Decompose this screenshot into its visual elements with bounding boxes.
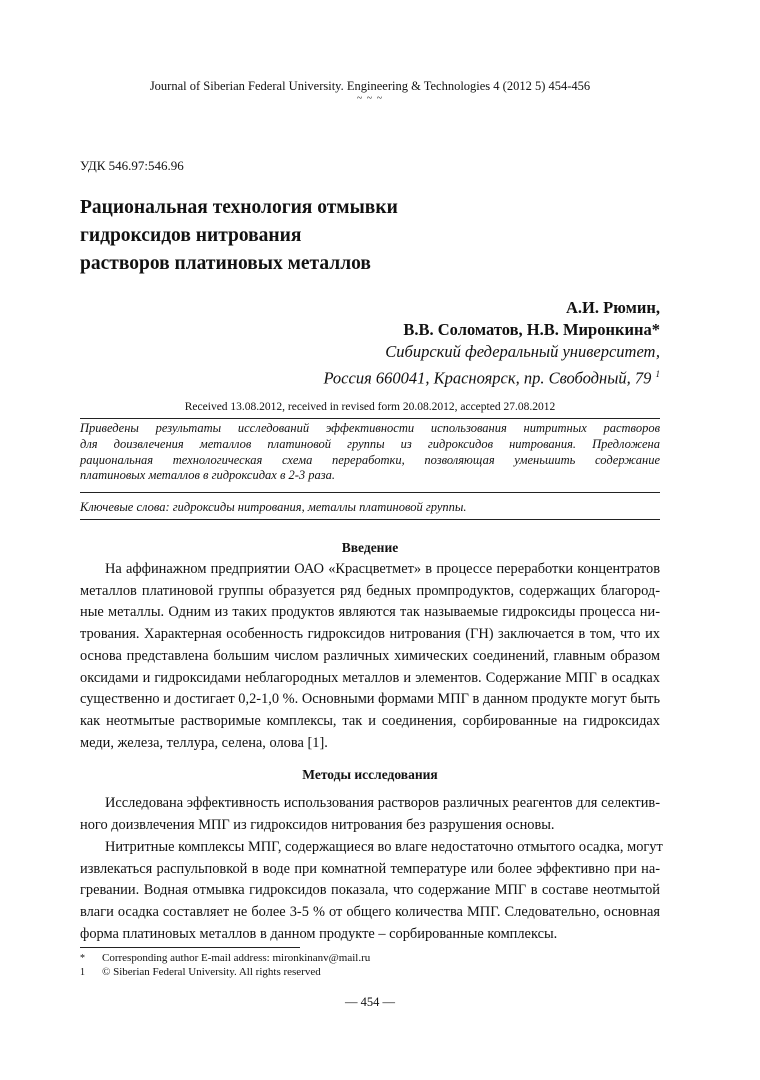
page-number: ― 454 ― <box>345 995 395 1009</box>
abstract-line: платиновых металлов в гидроксидах в 2-3 раза. <box>80 468 336 483</box>
methods-paragraph <box>80 837 663 946</box>
affiliation-address: Россия 660041, Красноярск, пр. Свободный, 79 <box>323 368 652 388</box>
title-line: гидроксидов нитрования <box>80 225 302 246</box>
text-line: извлекаться распульповкой в воде при комнатной температуре или более эффективно при на- <box>80 860 660 877</box>
abstract-line: рациональная технологическая схема переработки, позволяющая уменьшить содержание <box>80 452 660 467</box>
received-dates: Received 13.08.2012, received in revised form 20.08.2012, accepted 27.08.2012 <box>184 401 556 413</box>
introduction-paragraph <box>80 559 660 754</box>
text-line: существенно и достигает 0,2-1,0 %. Основными формами МПГ в данном продукте могут быть <box>80 691 661 708</box>
keywords-bottom-rule <box>80 519 660 520</box>
text-line: форма платиновых металлов в данном продукте – сорбированные комплексы. <box>80 925 558 942</box>
affiliation-line: Сибирский федеральный университет, <box>385 342 660 361</box>
text-line: влаги осадка составляет не более 3-5 % от общего количества МПГ. Следовательно, основная <box>80 904 660 921</box>
text-line: основа представлена большим числом различных химических соединений, главным образом <box>80 647 660 664</box>
text-line: гревании. Водная отмывка гидроксидов показала, что содержание МПГ в составе неотмытой <box>80 882 660 899</box>
header-ornament: ~ ~ ~ <box>356 93 384 104</box>
footnote-copyright <box>80 966 321 979</box>
title-line: Рациональная технология отмывки <box>80 197 398 218</box>
footnote-text: © Siberian Federal University. All rights reserved <box>102 966 321 978</box>
journal-header: Journal of Siberian Federal University. Engineering & Technologies 4 (2012 5) 454-456 <box>149 79 591 93</box>
abstract-line: для доизвлечения металлов платиновой группы из гидроксидов нитрования. Предложена <box>80 436 660 451</box>
footnote-mark: 1 <box>80 967 85 978</box>
footnote-corresponding-author <box>80 952 370 965</box>
article-title <box>80 194 580 278</box>
udk-code: УДК 546.97:546.96 <box>80 158 184 173</box>
footnote-rule <box>80 947 300 948</box>
text-line: На аффинажном предприятии ОАО «Красцветмет» в процессе переработки концентратов <box>105 561 660 577</box>
abstract-line: Приведены результаты исследований эффективности использования нитритных растворов <box>80 421 660 435</box>
text-line: меди, железа, теллура, селена, олова [1]. <box>80 734 328 751</box>
author-line: А.И. Рюмин, <box>566 298 660 317</box>
methods-paragraph <box>80 793 660 836</box>
footnote-mark: * <box>80 953 85 964</box>
keywords: Ключевые слова: гидроксиды нитрования, металлы платиновой группы. <box>80 500 467 514</box>
abstract-top-rule <box>80 418 660 419</box>
author-line: В.В. Соломатов, Н.В. Миронкина* <box>403 320 660 339</box>
affiliation-line <box>80 363 660 390</box>
author-block <box>80 297 660 390</box>
footnote-text: Corresponding author E-mail address: mironkinanv@mail.ru <box>102 952 371 964</box>
text-line: как неотмытые растворимые комплексы, так и соединения, сорбированные на гидроксидах <box>80 712 660 729</box>
section-heading-introduction: Введение <box>341 540 399 555</box>
abstract <box>80 421 660 484</box>
text-line: ные металлы. Одним из таких продуктов являются так называемые гидроксиды процесса ни- <box>80 604 660 621</box>
section-heading-methods: Методы исследования <box>302 767 438 782</box>
text-line: трования. Характерная особенность гидроксидов нитрования (ГН) заключается в том, что их <box>80 626 660 643</box>
text-line: оксидами и гидроксидами неблагородных металлов и элементов. Содержание МПГ в осадках <box>80 669 660 686</box>
abstract-rule <box>80 492 660 493</box>
text-line: Исследована эффективность использования растворов различных реагентов для селектив- <box>105 795 660 811</box>
text-line: Нитритные комплексы МПГ, содержащиеся во влаге недостаточно отмытого осадка, могут <box>105 839 663 855</box>
title-line: растворов платиновых металлов <box>80 253 371 274</box>
text-line: металлов платиновой группы образуется ряд бедных промпродуктов, содержащих благород- <box>80 582 660 599</box>
affiliation-footnote-mark: 1 <box>655 369 660 379</box>
text-line: ного доизвлечения МПГ из гидроксидов нитрования без разрушения основы. <box>80 816 555 833</box>
